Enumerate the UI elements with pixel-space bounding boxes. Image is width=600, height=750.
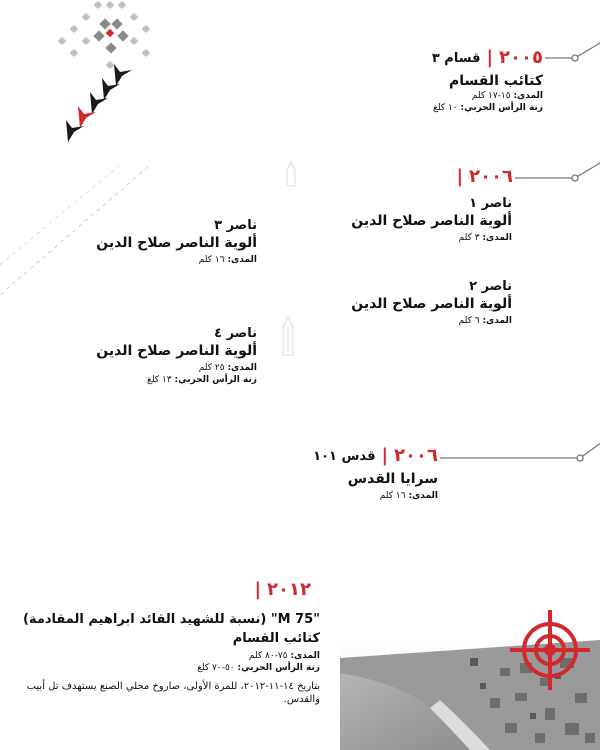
warhead-value: ١٣ كلغ: [147, 375, 172, 385]
connector-line-2005: [545, 38, 600, 68]
year-header-2012: [254, 580, 311, 600]
organization-name: ألوية الناصر صلاح الدين: [351, 296, 512, 312]
description-text: بتاريخ ١٤-١١-٢٠١٢، للمرة الأولى، صاروخ محلي الصنع يستهدف تل أبيب والقدس.: [26, 681, 320, 705]
entry-header: [178, 446, 438, 466]
warhead-label: زنة الرأس الحربي:: [174, 375, 257, 385]
entry-qassam3: [283, 48, 543, 114]
rocket-name: ناصر ٢: [469, 279, 512, 294]
entry-nasser4: [37, 326, 257, 386]
range-line: [37, 254, 257, 266]
connector-line-2006-quds: [440, 438, 600, 468]
warhead-value: ١٠ كلغ: [433, 103, 458, 113]
range-line: [37, 362, 257, 374]
range-value: ٦ كلم: [458, 316, 480, 326]
range-value: ١٥-١٧ كلم: [471, 91, 511, 101]
warhead-label: زنة الرأس الحربي:: [460, 103, 543, 113]
year-label: ٢٠٠٦: [394, 445, 438, 466]
entry-header: [456, 167, 513, 187]
year-header-2006: [456, 167, 513, 187]
rocket-name: "M 75" (نسبة للشهيد القائد ابراهيم المقادمة): [23, 612, 320, 627]
year-label: ٢٠٠٥: [499, 47, 543, 68]
rocket-name: ناصر ٤: [214, 326, 257, 341]
organization-name: سرايا القدس: [347, 471, 438, 487]
range-label: المدى:: [513, 91, 543, 101]
separator: |: [456, 166, 464, 187]
rocket-name: ناصر ١: [469, 196, 512, 211]
range-value: ١٦ كلم: [379, 491, 406, 501]
rocket-name: قدس ١٠١: [313, 448, 376, 464]
range-label: المدى:: [227, 255, 257, 265]
entry-header: [254, 580, 311, 600]
organization-name: ألوية الناصر صلاح الدين: [351, 213, 512, 229]
range-line: [283, 90, 543, 102]
target-crosshair-icon: [510, 610, 590, 690]
range-line: [252, 232, 512, 244]
separator: |: [486, 47, 494, 68]
range-line: [252, 315, 512, 327]
entry-header: [283, 48, 543, 68]
range-label: المدى:: [290, 651, 320, 661]
year-label: ٢٠٠٦: [469, 166, 513, 187]
range-value: ٢٥ كلم: [198, 363, 225, 373]
range-value: ١٦ كلم: [198, 255, 225, 265]
separator: |: [381, 445, 389, 466]
range-value: ٣ كلم: [458, 233, 480, 243]
organization-name: كتائب القسام: [449, 73, 543, 89]
organization-name: كتائب القسام: [232, 631, 320, 646]
missile-outline-icon: [281, 160, 301, 190]
connector-line-2006: [515, 158, 600, 188]
entry-nasser3: [37, 218, 257, 266]
rocket-name: قسام ٣: [431, 50, 481, 66]
warhead-value: ٥٠-٧٠ كلغ: [197, 663, 235, 673]
warhead-line: [20, 662, 320, 674]
separator: |: [254, 579, 262, 600]
range-label: المدى:: [408, 491, 438, 501]
warhead-line: [37, 374, 257, 386]
entry-quds101: [178, 446, 438, 502]
warhead-line: [283, 102, 543, 114]
range-value: ٧٥-٨٠ كلم: [248, 651, 288, 661]
organization-name: ألوية الناصر صلاح الدين: [96, 343, 257, 359]
range-label: المدى:: [227, 363, 257, 373]
range-label: المدى:: [482, 316, 512, 326]
rocket-name: ناصر ٣: [214, 218, 257, 233]
warhead-label: زنة الرأس الحربي:: [237, 663, 320, 673]
birds-illustration: [62, 62, 137, 142]
organization-name: ألوية الناصر صلاح الدين: [96, 235, 257, 251]
entry-m75: [20, 610, 320, 706]
range-line: [20, 650, 320, 662]
entry-nasser2: [252, 279, 512, 327]
range-label: المدى:: [482, 233, 512, 243]
year-label: ٢٠١٢: [267, 579, 311, 600]
entry-nasser1: [252, 196, 512, 244]
range-line: [178, 490, 438, 502]
